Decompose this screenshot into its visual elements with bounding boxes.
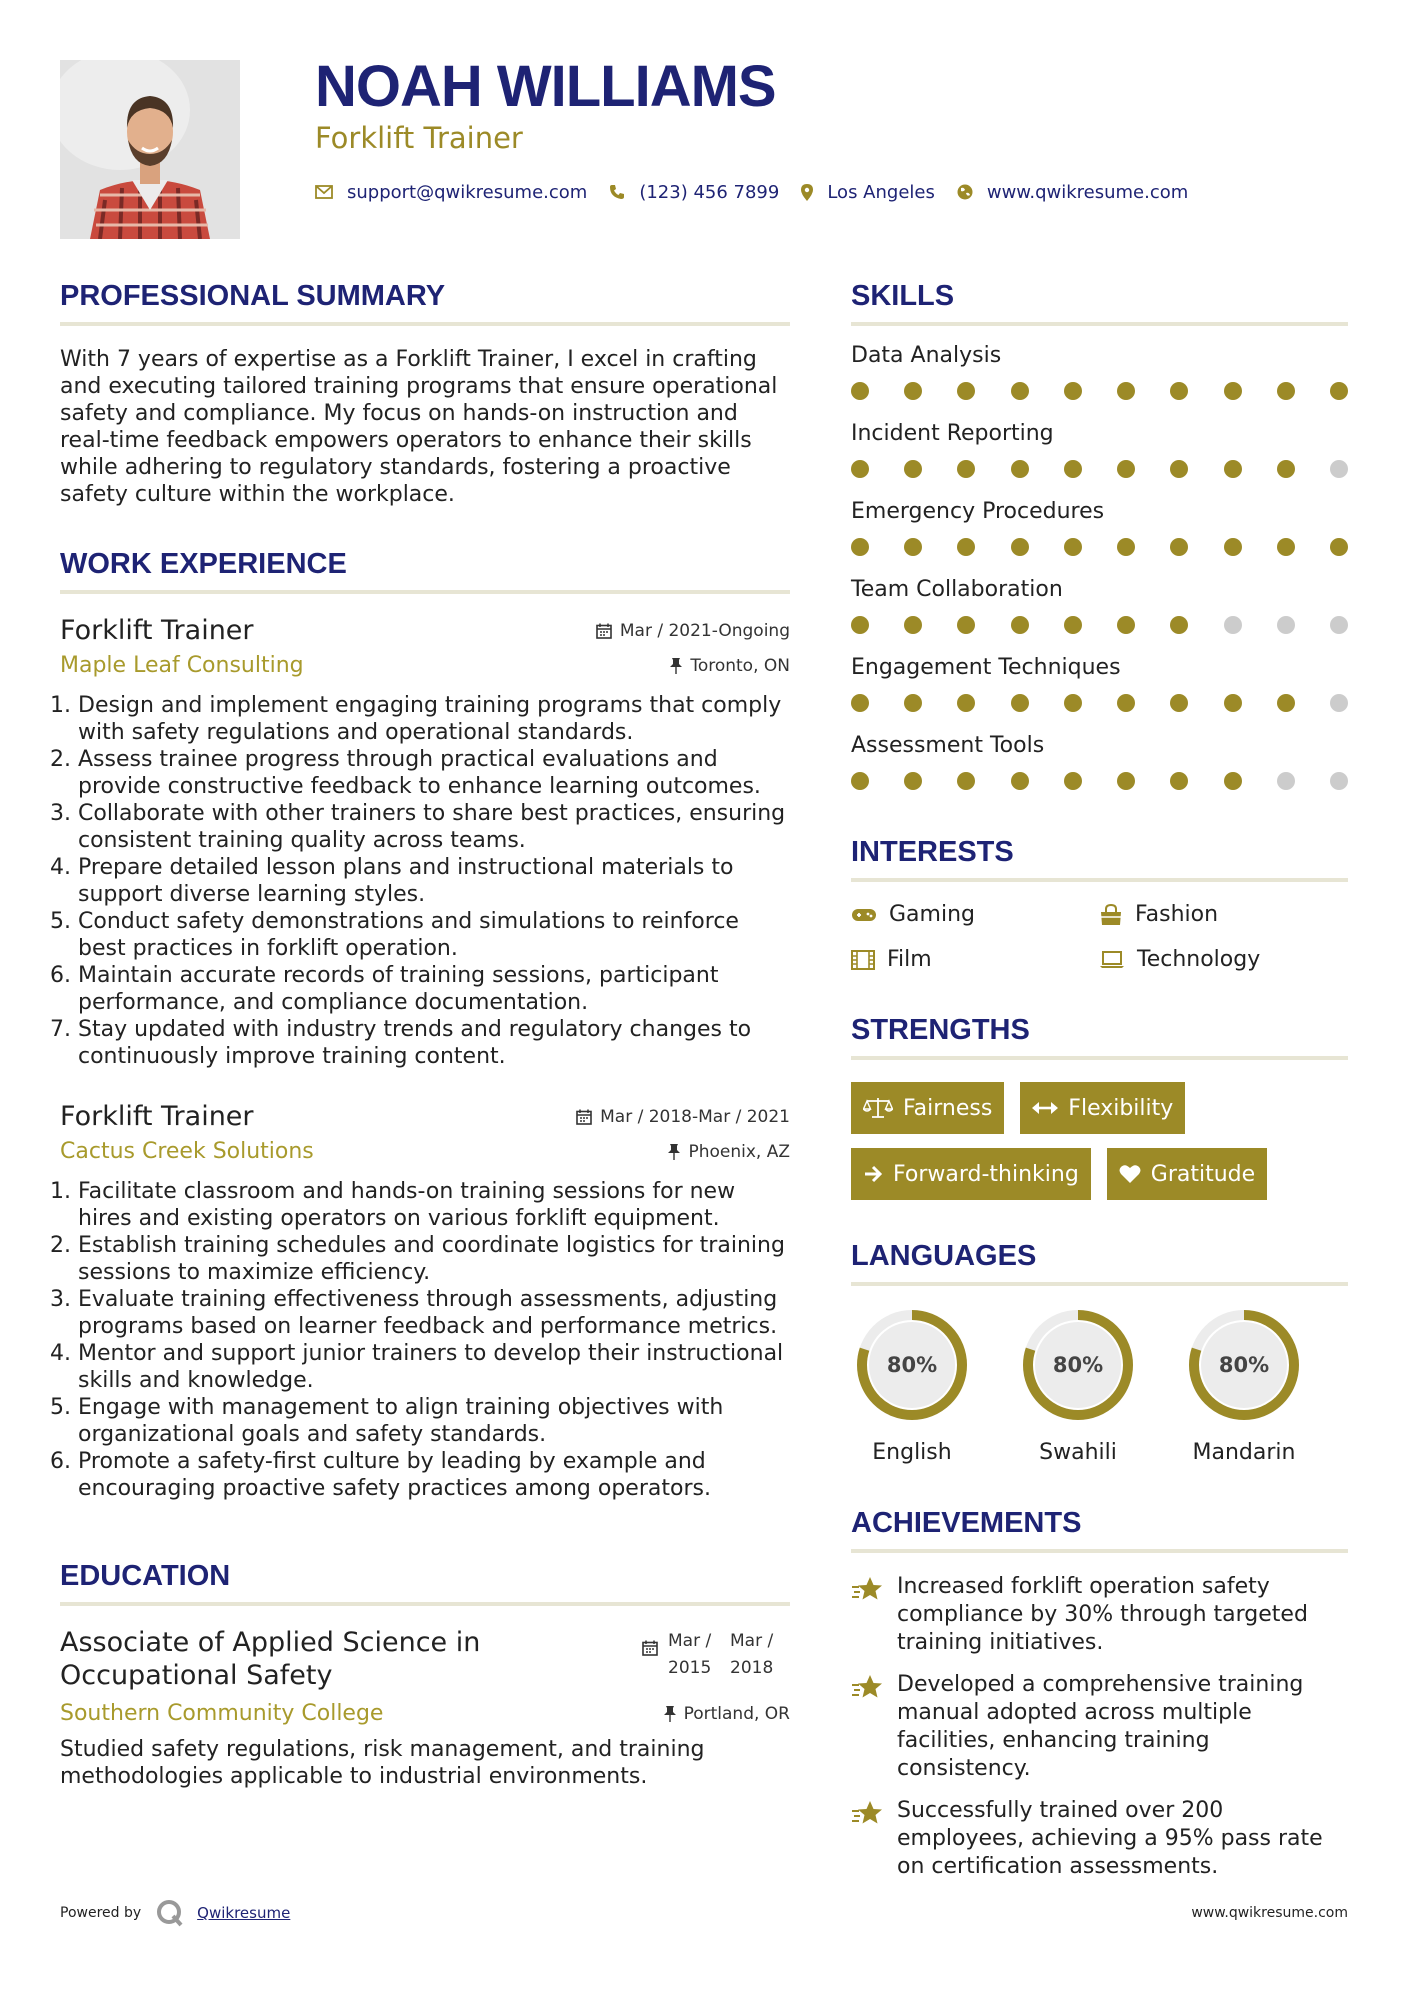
skill-dot-filled [851,538,869,556]
languages-heading: LANGUAGES [851,1238,1348,1286]
list-item: 6. Maintain accurate records of training sessions, participant performance, and compliance documentation. [78,962,790,1016]
skill-dot-empty [1330,772,1348,790]
list-item: 5. Conduct safety demonstrations and simulations to reinforce best practices in forklift operation. [78,908,790,962]
school-name: Southern Community College [60,1701,384,1726]
skill-rating [851,538,1348,556]
skill-dot-filled [851,382,869,400]
education-dates [642,1628,790,1692]
skills-section [851,278,1348,790]
qwikresume-logo-icon [155,1898,185,1928]
strength-badge [851,1148,1091,1200]
strength-badge [851,1082,1004,1134]
skill-rating [851,460,1348,478]
skills-heading: SKILLS [851,278,1348,326]
interest-label: Film [887,947,932,972]
strength-label: Fairness [903,1095,993,1121]
language-percent: 80% [1218,1353,1270,1377]
powered-by-text: Powered by [60,1905,142,1921]
skill-dot-filled [1117,538,1135,556]
pushpin-icon [664,1706,676,1722]
star-ribbon-icon [851,1673,885,1701]
skill-dot-empty [1277,772,1295,790]
language-item [1183,1304,1305,1465]
skill-rating [851,616,1348,634]
skill-dot-filled [1064,460,1082,478]
skill-dot-empty [1224,616,1242,634]
star-ribbon-icon [851,1575,885,1603]
list-item: 1. Facilitate classroom and hands-on training sessions for new hires and existing operators on various forklift equipment. [78,1178,790,1232]
languages-section [851,1238,1348,1465]
list-item: 1. Design and implement engaging training programs that comply with safety regulations and operational standards. [78,692,790,746]
skill-name: Assessment Tools [851,733,1045,758]
skill-dot-filled [1170,616,1188,634]
right-column [851,278,1348,1881]
list-item: 6. Promote a safety-first culture by leading by example and encouraging proactive safety practices among operators. [78,1448,790,1502]
skill-dot-filled [1011,460,1029,478]
achievement-item [851,1573,1348,1657]
skill-item [851,576,1348,634]
skill-rating [851,772,1348,790]
skill-dot-filled [1064,382,1082,400]
summary-text: With 7 years of expertise as a Forklift Trainer, I excel in crafting and executing tailored training programs that ensure operational safety and compliance. My focus on hands-on instruction and real-time feedback empowers operators to enhance their skills while adhering to regulatory standards, fostering a proactive safety culture within the workplace. [60,347,778,507]
list-item: 2. Assess trainee progress through practical evaluations and provide constructive feedback to enhance learning outcomes. [78,746,790,800]
skill-dot-empty [1330,616,1348,634]
list-item: 5. Engage with management to align training objectives with organizational goals and safety standards. [78,1394,790,1448]
degree-title: Associate of Applied Science in Occupational Safety [60,1627,481,1691]
skill-name: Data Analysis [851,343,1002,368]
strength-label: Forward-thinking [893,1161,1079,1187]
contact-location [801,182,935,203]
heart-icon [1119,1164,1141,1184]
achievement-item [851,1671,1348,1783]
achievement-text: Developed a comprehensive training manual adopted across multiple facilities, enhancing training consistency. [897,1672,1304,1781]
skill-name: Emergency Procedures [851,499,1105,524]
job-entry-title: Forklift Trainer [60,1101,254,1132]
skill-item [851,498,1348,556]
strength-badge [1020,1082,1185,1134]
skill-name: Team Collaboration [851,577,1063,602]
footer-website[interactable]: www.qwikresume.com [1191,1905,1348,1921]
pushpin-icon [670,658,682,674]
skill-dot-filled [1277,460,1295,478]
arrow-right-icon [863,1165,883,1183]
list-item: 4. Prepare detailed lesson plans and instructional materials to support diverse learning styles. [78,854,790,908]
calendar-icon [642,1640,658,1656]
skill-dot-filled [1224,382,1242,400]
achievements-section [851,1505,1348,1881]
interest-item [1099,947,1347,972]
calendar-icon [576,1109,592,1125]
achievement-item [851,1797,1348,1881]
duty-list [60,1178,790,1502]
achievement-text: Increased forklift operation safety compliance by 30% through targeted training initiatives. [897,1574,1308,1655]
skill-rating [851,694,1348,712]
company-name: Maple Leaf Consulting [60,653,304,678]
skill-dot-filled [851,694,869,712]
interest-label: Gaming [889,902,975,927]
summary-heading: PROFESSIONAL SUMMARY [60,278,790,326]
language-ring [1183,1304,1305,1426]
job-entry-title: Forklift Trainer [60,615,254,646]
skill-dot-filled [1064,538,1082,556]
skill-name: Engagement Techniques [851,655,1121,680]
skill-dot-filled [904,772,922,790]
skill-dot-filled [851,772,869,790]
skill-dot-filled [957,538,975,556]
skill-dot-filled [904,538,922,556]
skill-dot-filled [1170,772,1188,790]
interests-heading: INTERESTS [851,834,1348,882]
strength-label: Gratitude [1150,1161,1256,1187]
job-dates-text: Mar / 2021-Ongoing [619,621,790,641]
laptop-icon [1099,951,1125,969]
job-dates [596,621,790,641]
skill-dot-filled [957,772,975,790]
skill-dot-filled [1224,694,1242,712]
skill-dot-filled [904,460,922,478]
skill-dot-filled [1011,694,1029,712]
duty-list [60,692,790,1070]
list-item: 3. Evaluate training effectiveness through assessments, adjusting programs based on learner feedback and performance metrics. [78,1286,790,1340]
envelope-icon [315,185,333,199]
skill-dot-filled [1117,616,1135,634]
interests-section [851,834,1348,972]
job-location [668,1142,790,1162]
contact-email[interactable] [315,182,587,203]
skill-item [851,420,1348,478]
education-description: Studied safety regulations, risk management, and training methodologies applicable to industrial environments. [60,1737,705,1789]
website-text: www.qwikresume.com [986,181,1189,203]
left-column [60,278,790,1790]
skill-dot-filled [957,382,975,400]
profile-photo [60,60,240,239]
experience-heading: WORK EXPERIENCE [60,546,790,594]
job-entry [60,614,790,1070]
skill-dot-filled [1170,460,1188,478]
skill-item [851,732,1348,790]
education-end-year: 2018 [730,1658,774,1678]
interest-label: Technology [1137,947,1261,972]
summary-section [60,278,790,508]
skill-dot-filled [904,694,922,712]
skill-dot-filled [1330,382,1348,400]
language-name: Swahili [1039,1440,1117,1465]
brand-link[interactable]: Qwikresume [197,1904,291,1922]
job-dates [576,1107,790,1127]
skill-dot-filled [1224,460,1242,478]
language-item [851,1304,973,1465]
skill-dot-filled [904,382,922,400]
experience-section [60,546,790,1502]
skill-dot-filled [1170,694,1188,712]
skill-name: Incident Reporting [851,421,1054,446]
job-location-text: Toronto, ON [690,656,790,676]
skill-dot-filled [1064,694,1082,712]
skill-dot-filled [1011,772,1029,790]
skill-dot-filled [1064,616,1082,634]
education-end [730,1628,790,1682]
language-ring [1017,1304,1139,1426]
map-marker-icon [801,184,813,201]
education-start [668,1628,730,1682]
skill-dot-filled [957,694,975,712]
skill-dot-filled [1277,538,1295,556]
skill-rating [851,382,1348,400]
strength-badge [1107,1148,1267,1200]
globe-icon [957,184,973,200]
education-location [664,1704,790,1724]
skill-dot-filled [957,616,975,634]
balance-scale-icon [863,1097,893,1119]
skill-dot-filled [1011,382,1029,400]
phone-icon [609,184,625,200]
skill-dot-filled [1224,772,1242,790]
shopping-bag-icon [1099,904,1123,926]
interest-item [851,947,1099,972]
skill-dot-filled [1011,616,1029,634]
skill-dot-filled [851,616,869,634]
skill-dot-filled [1117,772,1135,790]
pushpin-icon [668,1144,680,1160]
candidate-name: NOAH WILLIAMS [315,54,776,119]
contact-bar [315,178,1210,206]
strength-label: Flexibility [1068,1095,1174,1121]
interest-item [1099,902,1347,927]
interest-label: Fashion [1135,902,1219,927]
language-ring [851,1304,973,1426]
strengths-section [851,1012,1348,1200]
list-item: 2. Establish training schedules and coordinate logistics for training sessions to maximize efficiency. [78,1232,790,1286]
list-item: 4. Mentor and support junior trainers to develop their instructional skills and knowledge. [78,1340,790,1394]
achievement-text: Successfully trained over 200 employees, achieving a 95% pass rate on certification assessments. [897,1798,1323,1879]
skills-list [851,342,1348,790]
email-text: support@qwikresume.com [347,181,588,203]
skill-dot-filled [1224,538,1242,556]
language-name: English [872,1440,952,1465]
achievements-heading: ACHIEVEMENTS [851,1505,1348,1553]
skill-dot-filled [1330,538,1348,556]
language-percent: 80% [1052,1353,1104,1377]
job-title: Forklift Trainer [315,121,523,155]
job-entry [60,1100,790,1502]
education-heading: EDUCATION [60,1558,790,1606]
skill-dot-filled [1277,382,1295,400]
footer-powered-by [60,1898,290,1928]
portrait-illustration [60,60,240,239]
strengths-heading: STRENGTHS [851,1012,1348,1060]
language-percent: 80% [886,1353,938,1377]
skill-dot-filled [1170,382,1188,400]
skill-item [851,654,1348,712]
education-start-year: 2015 [668,1658,712,1678]
job-dates-text: Mar / 2018-Mar / 2021 [600,1107,790,1127]
skill-dot-filled [957,460,975,478]
skill-dot-filled [1170,538,1188,556]
language-item [1017,1304,1139,1465]
list-item: 7. Stay updated with industry trends and regulatory changes to continuously improve training content. [78,1016,790,1070]
job-location [670,656,790,676]
skill-item [851,342,1348,400]
star-ribbon-icon [851,1799,885,1827]
skill-dot-filled [851,460,869,478]
calendar-icon [596,623,612,639]
education-section [60,1558,790,1790]
skill-dot-empty [1277,616,1295,634]
company-name: Cactus Creek Solutions [60,1139,314,1164]
gamepad-icon [851,907,877,923]
education-end-month: Mar / [730,1631,774,1651]
skill-dot-filled [1117,460,1135,478]
skill-dot-filled [1277,694,1295,712]
skill-dot-empty [1330,460,1348,478]
arrows-horizontal-icon [1032,1101,1058,1115]
language-name: Mandarin [1192,1440,1296,1465]
skill-dot-filled [1117,694,1135,712]
location-text: Los Angeles [827,181,935,203]
phone-text: (123) 456 7899 [639,181,780,203]
skill-dot-filled [1117,382,1135,400]
education-location-text: Portland, OR [683,1704,790,1724]
list-item: 3. Collaborate with other trainers to share best practices, ensuring consistent training quality across teams. [78,800,790,854]
film-icon [851,950,875,970]
skill-dot-empty [1330,694,1348,712]
skill-dot-filled [904,616,922,634]
interest-item [851,902,1099,927]
skill-dot-filled [1011,538,1029,556]
education-start-month: Mar / [668,1631,712,1651]
contact-phone[interactable] [609,182,779,203]
job-location-text: Phoenix, AZ [688,1142,790,1162]
contact-website[interactable] [957,182,1188,203]
skill-dot-filled [1064,772,1082,790]
